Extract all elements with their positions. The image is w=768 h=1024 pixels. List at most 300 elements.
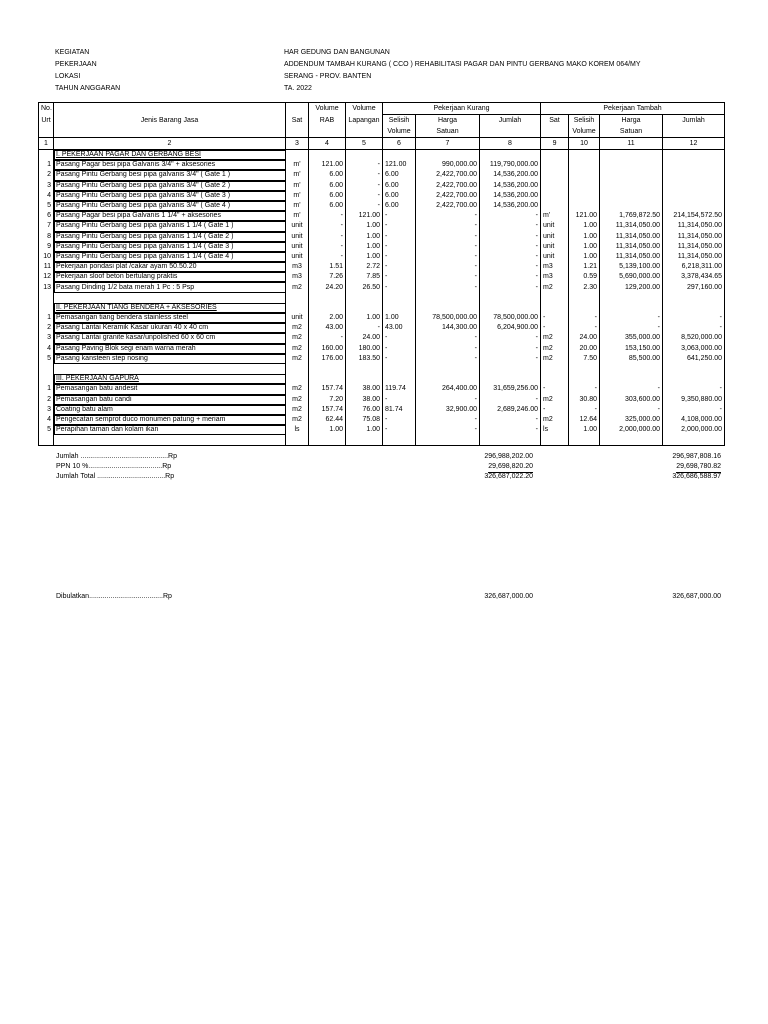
cell-tambah-sat: m2 bbox=[541, 415, 569, 425]
cell-kurang-jumlah: - bbox=[480, 282, 541, 292]
cost-table bbox=[38, 102, 725, 446]
cell-unit: unit bbox=[286, 232, 309, 242]
row-number: 13 bbox=[39, 282, 54, 292]
cell-volume-lapangan: 121.00 bbox=[346, 211, 383, 221]
cell-tambah-selisih: 1.00 bbox=[569, 425, 600, 435]
cell-tambah-sat: ls bbox=[541, 425, 569, 435]
cell-volume-lapangan: - bbox=[346, 160, 383, 170]
cell-tambah-selisih bbox=[569, 181, 600, 191]
cell-volume-lapangan bbox=[346, 303, 383, 313]
cell-kurang-jumlah: - bbox=[480, 262, 541, 272]
colnum: 10 bbox=[569, 138, 600, 150]
cell-tambah-selisih: - bbox=[569, 313, 600, 323]
cell-kurang-selisih: 1.00 bbox=[383, 313, 416, 323]
dibulatkan-label: Dibulatkan......................................Rp bbox=[56, 593, 172, 600]
table-row bbox=[39, 354, 725, 364]
cell-unit: m2 bbox=[286, 282, 309, 292]
cell-tambah-harga: 129,200.00 bbox=[600, 282, 663, 292]
cell-tambah-sat: m2 bbox=[541, 395, 569, 405]
cell-kurang-jumlah: - bbox=[480, 272, 541, 282]
cell-volume-lapangan bbox=[346, 150, 383, 161]
item-description: Pasang Pintu Gerbang besi pipa galvanis 3/4" ( Gate 2 ) bbox=[54, 181, 286, 191]
cell-tambah-harga: - bbox=[600, 405, 663, 415]
cell-kurang-selisih bbox=[383, 364, 416, 374]
colnum: 8 bbox=[480, 138, 541, 150]
header-row-pekerjaan bbox=[55, 59, 641, 71]
cell-tambah-sat bbox=[541, 170, 569, 180]
pekerjaan-tambah-header: Pekerjaan Tambah bbox=[541, 103, 725, 115]
cell-kurang-selisih: - bbox=[383, 232, 416, 242]
cell-tambah-harga: - bbox=[600, 323, 663, 333]
cell-unit bbox=[286, 374, 309, 384]
cell-volume-lapangan bbox=[346, 435, 383, 446]
cell-volume-lapangan: 1.00 bbox=[346, 221, 383, 231]
row-number bbox=[39, 374, 54, 384]
cell-volume-rab: 160.00 bbox=[309, 344, 346, 354]
cell-tambah-sat bbox=[541, 191, 569, 201]
cell-kurang-harga bbox=[416, 374, 480, 384]
cell-volume-rab bbox=[309, 303, 346, 313]
cell-tambah-jumlah: 3,063,000.00 bbox=[663, 344, 725, 354]
total-kurang-value: 29,698,820.20 bbox=[488, 462, 533, 473]
cell-volume-rab: 24.20 bbox=[309, 282, 346, 292]
cell-tambah-jumlah: 297,160.00 bbox=[663, 282, 725, 292]
cell-tambah-selisih bbox=[569, 170, 600, 180]
cell-tambah-selisih: 30.80 bbox=[569, 395, 600, 405]
row-number: 10 bbox=[39, 252, 54, 262]
colnum: 4 bbox=[309, 138, 346, 150]
blank-row bbox=[39, 293, 725, 303]
row-number: 3 bbox=[39, 333, 54, 343]
cell-volume-rab bbox=[309, 374, 346, 384]
kurang-jumlah-header: Jumlah bbox=[480, 115, 541, 138]
item-description: Coating batu alam bbox=[54, 405, 286, 415]
cell-unit bbox=[286, 435, 309, 446]
cell-tambah-selisih: 7.50 bbox=[569, 354, 600, 364]
cell-kurang-jumlah bbox=[480, 435, 541, 446]
cell-kurang-jumlah: - bbox=[480, 425, 541, 435]
cell-volume-lapangan bbox=[346, 293, 383, 303]
table-row bbox=[39, 170, 725, 180]
section-row bbox=[39, 303, 725, 313]
cell-tambah-sat: unit bbox=[541, 242, 569, 252]
cell-kurang-selisih bbox=[383, 150, 416, 161]
header-value: TA. 2022 bbox=[284, 85, 312, 92]
table-row bbox=[39, 191, 725, 201]
cell-tambah-harga bbox=[600, 201, 663, 211]
cell-unit: m' bbox=[286, 191, 309, 201]
row-number: 12 bbox=[39, 272, 54, 282]
col-vol-lap-header-2: Lapangan bbox=[346, 115, 383, 138]
cell-tambah-harga bbox=[600, 374, 663, 384]
cell-tambah-sat bbox=[541, 201, 569, 211]
cell-tambah-jumlah bbox=[663, 374, 725, 384]
item-description: Pengecatan semprot duco monumen patung + meriam bbox=[54, 415, 286, 425]
cell-tambah-harga: 2,000,000.00 bbox=[600, 425, 663, 435]
cell-tambah-jumlah bbox=[663, 191, 725, 201]
cell-kurang-harga: - bbox=[416, 242, 480, 252]
col-jenis-header: Jenis Barang Jasa bbox=[54, 103, 286, 138]
cell-unit: m' bbox=[286, 160, 309, 170]
cell-kurang-harga: - bbox=[416, 425, 480, 435]
item-description: Pasang Lantai Keramik Kasar ukuran 40 x 40 cm bbox=[54, 323, 286, 333]
table-row bbox=[39, 415, 725, 425]
header-value: HAR GEDUNG DAN BANGUNAN bbox=[284, 49, 390, 56]
cell-tambah-harga: - bbox=[600, 384, 663, 394]
total-label: Jumlah Total ...................................Rp bbox=[56, 473, 175, 480]
cell-unit: unit bbox=[286, 313, 309, 323]
cell-kurang-jumlah bbox=[480, 364, 541, 374]
cell-volume-rab: - bbox=[309, 333, 346, 343]
section-title: II. PEKERJAAN TIANG BENDERA + AKSESORIES bbox=[54, 303, 286, 313]
total-kurang-value: 296,988,202.00 bbox=[484, 453, 533, 460]
cell-kurang-harga: - bbox=[416, 262, 480, 272]
row-number: 1 bbox=[39, 313, 54, 323]
item-description: Pasang Pintu Gerbang besi pipa galvanis 1 1/4 ( Gate 2 ) bbox=[54, 232, 286, 242]
cell-kurang-harga: 78,500,000.00 bbox=[416, 313, 480, 323]
table-row bbox=[39, 181, 725, 191]
table-row bbox=[39, 344, 725, 354]
cell-tambah-sat: m' bbox=[541, 211, 569, 221]
cell-kurang-harga: - bbox=[416, 272, 480, 282]
tambah-harga-header: Harga bbox=[600, 115, 663, 127]
cell-kurang-harga: 144,300.00 bbox=[416, 323, 480, 333]
item-description: Pasang Pintu Gerbang besi pipa galvanis 1 1/4 ( Gate 1 ) bbox=[54, 221, 286, 231]
cell-kurang-jumlah: - bbox=[480, 344, 541, 354]
cell-kurang-jumlah bbox=[480, 374, 541, 384]
cell-tambah-jumlah: 641,250.00 bbox=[663, 354, 725, 364]
table-row bbox=[39, 395, 725, 405]
cell-kurang-selisih bbox=[383, 374, 416, 384]
cell-tambah-sat: unit bbox=[541, 252, 569, 262]
row-number: 5 bbox=[39, 354, 54, 364]
cell-kurang-selisih: - bbox=[383, 354, 416, 364]
blank-row bbox=[39, 435, 725, 446]
cell-kurang-selisih: - bbox=[383, 282, 416, 292]
cell-tambah-harga bbox=[600, 150, 663, 161]
cell-kurang-selisih: 81.74 bbox=[383, 405, 416, 415]
cell-volume-lapangan: 1.00 bbox=[346, 425, 383, 435]
cell-tambah-selisih bbox=[569, 293, 600, 303]
cell-kurang-selisih bbox=[383, 303, 416, 313]
cell-tambah-jumlah: 2,000,000.00 bbox=[663, 425, 725, 435]
tambah-sat-header: Sat bbox=[541, 115, 569, 138]
header-row-lokasi bbox=[55, 71, 641, 83]
cell-kurang-selisih: 43.00 bbox=[383, 323, 416, 333]
row-number: 7 bbox=[39, 221, 54, 231]
cell-volume-rab: 157.74 bbox=[309, 384, 346, 394]
table-row bbox=[39, 221, 725, 231]
row-number: 11 bbox=[39, 262, 54, 272]
table-row bbox=[39, 262, 725, 272]
table-row bbox=[39, 282, 725, 292]
item-description: Pasang Dinding 1/2 bata merah 1 Pc : 5 Psp bbox=[54, 282, 286, 292]
cell-volume-rab: - bbox=[309, 221, 346, 231]
cell-kurang-jumlah: - bbox=[480, 415, 541, 425]
total-label: Jumlah .............................................Rp bbox=[56, 453, 177, 460]
cell-kurang-jumlah bbox=[480, 303, 541, 313]
cell-kurang-harga: - bbox=[416, 221, 480, 231]
cell-volume-rab: 1.00 bbox=[309, 425, 346, 435]
item-description: Pasang kansteen step nosing bbox=[54, 354, 286, 364]
cell-volume-lapangan: 1.00 bbox=[346, 242, 383, 252]
cell-kurang-harga: - bbox=[416, 232, 480, 242]
row-number: 6 bbox=[39, 211, 54, 221]
cell-volume-lapangan bbox=[346, 374, 383, 384]
cell-tambah-selisih bbox=[569, 374, 600, 384]
col-vol-rab-header-1: Volume bbox=[309, 103, 346, 115]
cell-tambah-selisih bbox=[569, 435, 600, 446]
cell-volume-rab bbox=[309, 364, 346, 374]
cell-tambah-harga: 5,139,100.00 bbox=[600, 262, 663, 272]
colnum: 7 bbox=[416, 138, 480, 150]
cell-tambah-harga bbox=[600, 191, 663, 201]
header-label: TAHUN ANGGARAN bbox=[55, 85, 121, 92]
item-description: Pasang Pagar besi pipa Galvanis 1 1/4" + aksesories bbox=[54, 211, 286, 221]
cell-kurang-selisih: - bbox=[383, 262, 416, 272]
table-row bbox=[39, 272, 725, 282]
cell-volume-lapangan: - bbox=[346, 191, 383, 201]
cell-kurang-selisih: - bbox=[383, 333, 416, 343]
header-label: PEKERJAAN bbox=[55, 61, 97, 68]
cell-tambah-sat bbox=[541, 374, 569, 384]
cell-tambah-selisih: - bbox=[569, 405, 600, 415]
cell-volume-rab: 43.00 bbox=[309, 323, 346, 333]
cell-tambah-sat: - bbox=[541, 384, 569, 394]
cell-tambah-harga bbox=[600, 435, 663, 446]
cell-kurang-selisih: - bbox=[383, 395, 416, 405]
col-urt-header: Urt bbox=[39, 115, 54, 138]
table-row bbox=[39, 425, 725, 435]
cell-kurang-jumlah: - bbox=[480, 395, 541, 405]
cell-tambah-selisih bbox=[569, 150, 600, 161]
row-number: 8 bbox=[39, 232, 54, 242]
cell-tambah-harga: 85,500.00 bbox=[600, 354, 663, 364]
cell-volume-rab: - bbox=[309, 211, 346, 221]
item-description: Pasang Paving Blok segi enam warna merah bbox=[54, 344, 286, 354]
tambah-jumlah-header: Jumlah bbox=[663, 115, 725, 138]
row-number: 1 bbox=[39, 384, 54, 394]
row-number: 4 bbox=[39, 191, 54, 201]
cell-tambah-sat bbox=[541, 150, 569, 161]
cell-tambah-selisih bbox=[569, 191, 600, 201]
cell-tambah-harga: 11,314,050.00 bbox=[600, 221, 663, 231]
cell-kurang-jumlah: 31,659,256.00 bbox=[480, 384, 541, 394]
cell-tambah-harga bbox=[600, 293, 663, 303]
kurang-volume-header: Volume bbox=[383, 126, 416, 138]
item-description: Pasang Pintu Gerbang besi pipa galvanis 3/4" ( Gate 1 ) bbox=[54, 170, 286, 180]
cell-kurang-jumlah bbox=[480, 150, 541, 161]
cell-tambah-jumlah bbox=[663, 293, 725, 303]
cell-tambah-sat bbox=[541, 160, 569, 170]
cell-tambah-harga: 153,150.00 bbox=[600, 344, 663, 354]
total-tambah-value: 29,698,780.82 bbox=[676, 462, 721, 473]
cell-unit: m2 bbox=[286, 415, 309, 425]
cell-tambah-harga bbox=[600, 170, 663, 180]
cell-volume-rab: 7.20 bbox=[309, 395, 346, 405]
cell-tambah-sat bbox=[541, 181, 569, 191]
cell-tambah-selisih: 0.59 bbox=[569, 272, 600, 282]
cell-volume-rab bbox=[309, 435, 346, 446]
blank-row bbox=[39, 364, 725, 374]
section-title: I. PEKERJAAN PAGAR DAN GERBANG BESI bbox=[54, 150, 286, 161]
item-description: Pasang Pintu Gerbang besi pipa galvanis 1 1/4 ( Gate 3 ) bbox=[54, 242, 286, 252]
cell-volume-rab bbox=[309, 150, 346, 161]
cell-volume-lapangan: 75.08 bbox=[346, 415, 383, 425]
cell-kurang-selisih: - bbox=[383, 221, 416, 231]
tambah-volume-header: Volume bbox=[569, 126, 600, 138]
cell-kurang-jumlah: - bbox=[480, 211, 541, 221]
cell-kurang-harga: 2,422,700.00 bbox=[416, 201, 480, 211]
cell-tambah-harga bbox=[600, 303, 663, 313]
row-number bbox=[39, 435, 54, 446]
cell-unit: unit bbox=[286, 221, 309, 231]
cell-tambah-sat: m2 bbox=[541, 333, 569, 343]
cell-volume-lapangan: 26.50 bbox=[346, 282, 383, 292]
row-number: 9 bbox=[39, 242, 54, 252]
cell-unit bbox=[286, 293, 309, 303]
colnum: 12 bbox=[663, 138, 725, 150]
colnum: 6 bbox=[383, 138, 416, 150]
cell-kurang-harga bbox=[416, 303, 480, 313]
cell-volume-lapangan: - bbox=[346, 170, 383, 180]
cell-volume-lapangan bbox=[346, 364, 383, 374]
cell-kurang-selisih bbox=[383, 293, 416, 303]
cell-kurang-harga bbox=[416, 364, 480, 374]
cell-volume-lapangan: 76.00 bbox=[346, 405, 383, 415]
item-description: Pasang Pagar besi pipa Galvanis 3/4" + aksesories bbox=[54, 160, 286, 170]
row-number: 4 bbox=[39, 415, 54, 425]
cell-tambah-jumlah: - bbox=[663, 323, 725, 333]
cell-kurang-selisih: - bbox=[383, 344, 416, 354]
item-description: Pemasangan batu candi bbox=[54, 395, 286, 405]
header-row-kegiatan bbox=[55, 47, 641, 59]
table-row bbox=[39, 252, 725, 262]
cell-kurang-jumlah: 2,689,246.00 bbox=[480, 405, 541, 415]
cell-volume-rab: 6.00 bbox=[309, 181, 346, 191]
cell-tambah-jumlah: 4,108,000.00 bbox=[663, 415, 725, 425]
cell-volume-rab: - bbox=[309, 252, 346, 262]
cell-kurang-selisih: 6.00 bbox=[383, 181, 416, 191]
cell-kurang-jumlah: - bbox=[480, 354, 541, 364]
tambah-satuan-header: Satuan bbox=[600, 126, 663, 138]
header-label: KEGIATAN bbox=[55, 49, 90, 56]
cell-tambah-selisih: 2.30 bbox=[569, 282, 600, 292]
cell-volume-lapangan: 38.00 bbox=[346, 384, 383, 394]
cell-kurang-harga: 264,400.00 bbox=[416, 384, 480, 394]
cell-volume-rab: 176.00 bbox=[309, 354, 346, 364]
cell-tambah-sat: - bbox=[541, 405, 569, 415]
cell-unit bbox=[286, 364, 309, 374]
cell-kurang-selisih: 119.74 bbox=[383, 384, 416, 394]
cell-unit: m2 bbox=[286, 384, 309, 394]
cell-unit: ls bbox=[286, 425, 309, 435]
cell-volume-rab: 6.00 bbox=[309, 191, 346, 201]
cell-kurang-selisih: - bbox=[383, 272, 416, 282]
cell-tambah-selisih: 1.00 bbox=[569, 232, 600, 242]
cell-kurang-jumlah: 14,536,200.00 bbox=[480, 181, 541, 191]
colnum: 1 bbox=[39, 138, 54, 150]
cell-kurang-jumlah: - bbox=[480, 242, 541, 252]
table-row bbox=[39, 160, 725, 170]
cell-tambah-sat: - bbox=[541, 323, 569, 333]
item-description: Pasang Pintu Gerbang besi pipa galvanis 1 1/4 ( Gate 4 ) bbox=[54, 252, 286, 262]
cell-tambah-selisih: 1.21 bbox=[569, 262, 600, 272]
colnum: 11 bbox=[600, 138, 663, 150]
header-label: LOKASI bbox=[55, 73, 81, 80]
cell-tambah-sat bbox=[541, 293, 569, 303]
table-row bbox=[39, 405, 725, 415]
cell-unit bbox=[286, 150, 309, 161]
cell-unit: m' bbox=[286, 181, 309, 191]
item-description: Pasang Pintu Gerbang besi pipa galvanis 3/4" ( Gate 3 ) bbox=[54, 191, 286, 201]
cell-tambah-jumlah: 214,154,572.50 bbox=[663, 211, 725, 221]
cell-tambah-selisih bbox=[569, 160, 600, 170]
cell-volume-rab: 6.00 bbox=[309, 170, 346, 180]
cell-tambah-sat: unit bbox=[541, 232, 569, 242]
document-header bbox=[55, 47, 641, 95]
item-description: Pekerjaan pondasi plat /cakar ayam 50.50.20 bbox=[54, 262, 286, 272]
cell-tambah-selisih: 1.00 bbox=[569, 242, 600, 252]
cell-kurang-harga: 32,900.00 bbox=[416, 405, 480, 415]
cell-unit: m' bbox=[286, 201, 309, 211]
header-value: SERANG - PROV. BANTEN bbox=[284, 73, 372, 80]
cell-kurang-harga: - bbox=[416, 211, 480, 221]
cell-tambah-jumlah: 11,314,050.00 bbox=[663, 221, 725, 231]
cell-kurang-selisih: 6.00 bbox=[383, 201, 416, 211]
cell-tambah-jumlah: 11,314,050.00 bbox=[663, 232, 725, 242]
cell-tambah-jumlah bbox=[663, 150, 725, 161]
cell-kurang-harga bbox=[416, 293, 480, 303]
cell-volume-lapangan: - bbox=[346, 201, 383, 211]
table-body bbox=[39, 150, 725, 446]
cell-tambah-selisih: 20.00 bbox=[569, 344, 600, 354]
row-number: 2 bbox=[39, 395, 54, 405]
cell-unit: m' bbox=[286, 170, 309, 180]
dibulatkan-kurang-value: 326,687,000.00 bbox=[484, 593, 533, 600]
cell-tambah-jumlah bbox=[663, 303, 725, 313]
item-description bbox=[54, 435, 286, 446]
cell-volume-rab: 2.00 bbox=[309, 313, 346, 323]
cell-volume-lapangan: 2.72 bbox=[346, 262, 383, 272]
cell-tambah-jumlah bbox=[663, 201, 725, 211]
cell-tambah-selisih: 1.00 bbox=[569, 221, 600, 231]
cell-tambah-jumlah bbox=[663, 160, 725, 170]
cell-volume-lapangan: 38.00 bbox=[346, 395, 383, 405]
cell-kurang-harga: - bbox=[416, 354, 480, 364]
table-row bbox=[39, 384, 725, 394]
cell-kurang-harga: 2,422,700.00 bbox=[416, 191, 480, 201]
cell-tambah-harga bbox=[600, 364, 663, 374]
cell-tambah-selisih bbox=[569, 201, 600, 211]
column-number-row bbox=[39, 138, 725, 150]
cell-kurang-selisih bbox=[383, 435, 416, 446]
kurang-satuan-header: Satuan bbox=[416, 126, 480, 138]
item-description: Pekerjaan sloof beton bertulang praktis bbox=[54, 272, 286, 282]
cell-kurang-selisih: 121.00 bbox=[383, 160, 416, 170]
cell-tambah-selisih bbox=[569, 303, 600, 313]
cell-tambah-jumlah: - bbox=[663, 405, 725, 415]
cell-kurang-jumlah: 14,536,200.00 bbox=[480, 191, 541, 201]
cell-kurang-harga bbox=[416, 150, 480, 161]
kurang-harga-header: Harga bbox=[416, 115, 480, 127]
dibulatkan-tambah-value: 326,687,000.00 bbox=[672, 593, 721, 600]
row-number: 1 bbox=[39, 160, 54, 170]
cell-kurang-jumlah: - bbox=[480, 232, 541, 242]
total-tambah-value: 326,686,588.97 bbox=[672, 473, 721, 480]
table-row bbox=[39, 333, 725, 343]
section-row bbox=[39, 150, 725, 161]
